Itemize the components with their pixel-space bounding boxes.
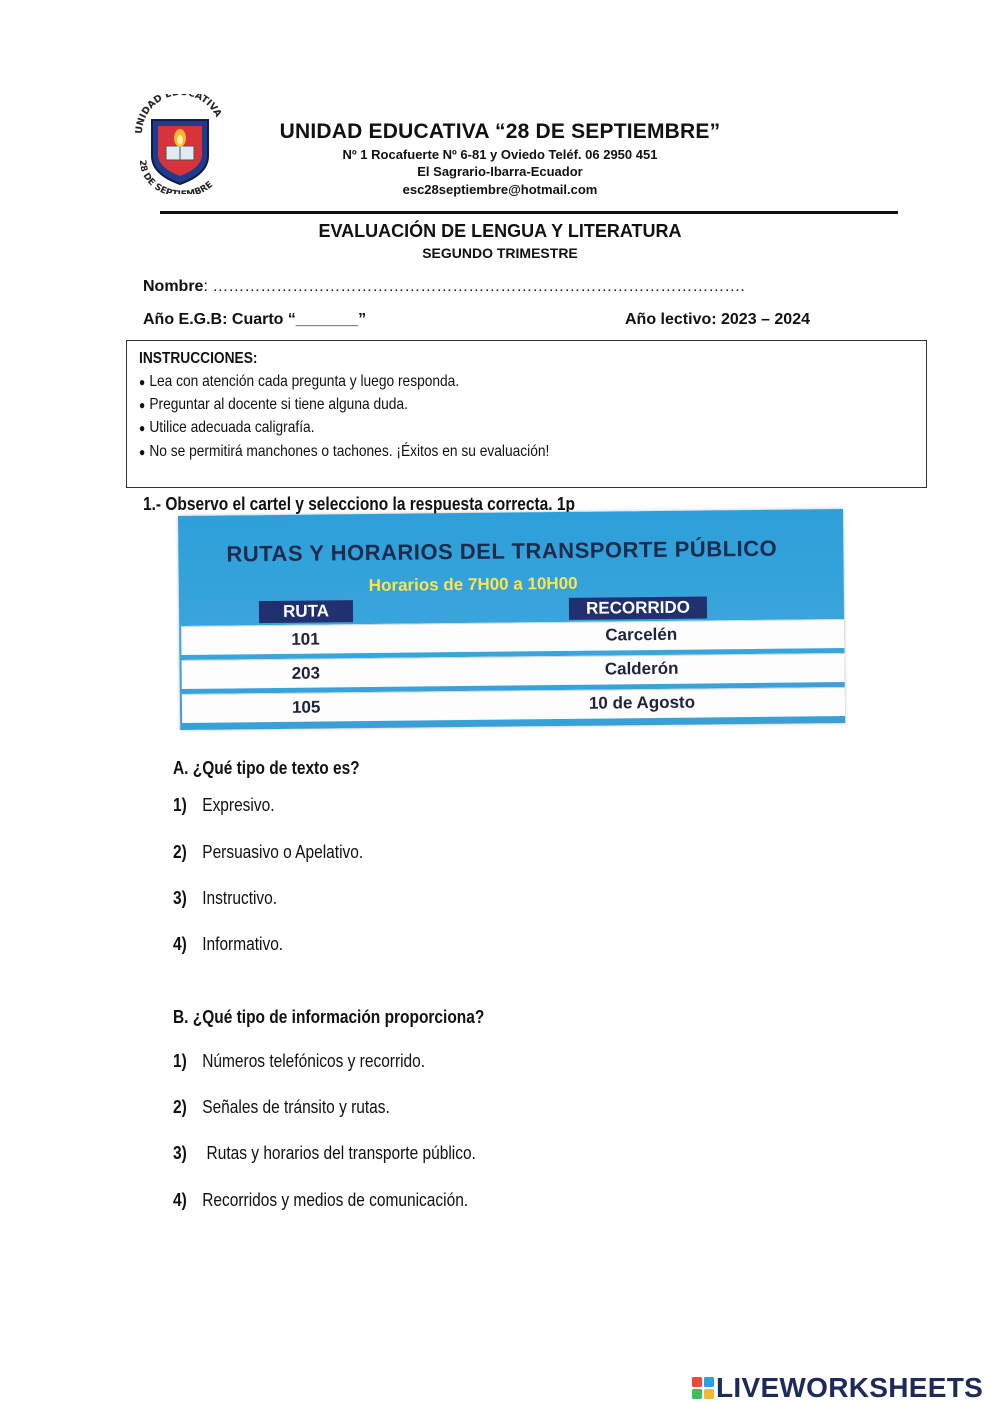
route-number: 105 (291, 697, 321, 717)
school-name: UNIDAD EDUCATIVA “28 DE SEPTIEMBRE” (279, 120, 721, 143)
grade-field[interactable]: Año E.G.B: Cuarto “_______” (143, 311, 367, 328)
answer-option-a2[interactable]: 2) Persuasivo o Apelativo. (173, 842, 364, 862)
poster-header-path: RECORRIDO (569, 596, 707, 619)
answer-option-b2[interactable]: 2) Señales de tránsito y rutas. (173, 1097, 390, 1117)
poster-subtitle: Horarios de 7H00 a 10H00 (368, 573, 578, 596)
liveworksheets-brand: LIVEWORKSHEETS (716, 1372, 984, 1403)
answer-option-b4[interactable]: 4) Recorridos y medios de comunicación. (173, 1190, 469, 1210)
school-logo (132, 94, 228, 194)
answer-option-a4[interactable]: 4) Informativo. (173, 934, 284, 954)
name-blank[interactable]: : ………………………………………………………………………………………. (203, 278, 745, 295)
answer-option-a3[interactable]: 3) Instructivo. (173, 888, 278, 908)
poster-title: RUTAS Y HORARIOS DEL TRANSPORTE PÚBLICO (226, 535, 778, 567)
answer-option-a1[interactable]: 1) Expresivo. (173, 795, 275, 815)
transport-poster (178, 509, 845, 730)
poster-row (182, 653, 845, 689)
route-place: Carcelén (605, 624, 678, 645)
poster-header-route: RUTA (259, 600, 353, 623)
bullet-icon: ● (139, 398, 146, 412)
route-number: 101 (291, 629, 320, 649)
answer-option-b3[interactable]: 3) Rutas y horarios del transporte público. (173, 1143, 476, 1163)
school-address: Nº 1 Rocafuerte Nº 6-81 y Oviedo Teléf. 06 2950 451 (342, 147, 658, 162)
bullet-icon: ● (139, 375, 146, 389)
instruction-item: ● Utilice adecuada caligrafía. (139, 419, 315, 436)
poster-row (182, 687, 845, 723)
instructions-title: INSTRUCCIONES: (139, 350, 258, 367)
bullet-icon: ● (139, 445, 146, 459)
header-divider (160, 211, 898, 214)
school-location: El Sagrario-Ibarra-Ecuador (417, 164, 583, 179)
instruction-item: ● Lea con atención cada pregunta y luego responda. (139, 373, 460, 390)
route-number: 203 (291, 663, 321, 683)
exam-subtitle: SEGUNDO TRIMESTRE (422, 245, 578, 261)
route-place: 10 de Agosto (588, 692, 696, 713)
logo-bottom-text: 28 DE SEP BRE (136, 159, 216, 194)
name-field[interactable] (143, 278, 745, 296)
exam-title: EVALUACIÓN DE LENGUA Y LITERATURA (318, 221, 682, 241)
route-place: Calderón (604, 658, 679, 679)
school-email: esc28septiembre@hotmail.com (402, 182, 598, 197)
instruction-item: ● Preguntar al docente si tiene alguna duda. (139, 396, 408, 413)
poster-row (181, 619, 844, 655)
answer-option-b1[interactable]: 1) Números telefónicos y recorrido. (173, 1051, 426, 1071)
instruction-item: ● No se permitirá manchones o tachones. ¡Éxitos en su evaluación! (139, 443, 550, 460)
school-year: Año lectivo: 2023 – 2024 (625, 311, 810, 328)
question-1-prompt: 1.- Observo el cartel y selecciono la respuesta correcta. 1p (143, 494, 575, 514)
name-label: Nombre (143, 278, 204, 295)
liveworksheets-logo-icon (692, 1377, 714, 1399)
logo-top-text: UNIDAD E ATIVA (133, 94, 224, 135)
bullet-icon: ● (139, 421, 146, 435)
question-a-label: A. ¿Qué tipo de texto es? (173, 758, 360, 778)
question-b-label: B. ¿Qué tipo de información proporciona? (173, 1007, 485, 1027)
